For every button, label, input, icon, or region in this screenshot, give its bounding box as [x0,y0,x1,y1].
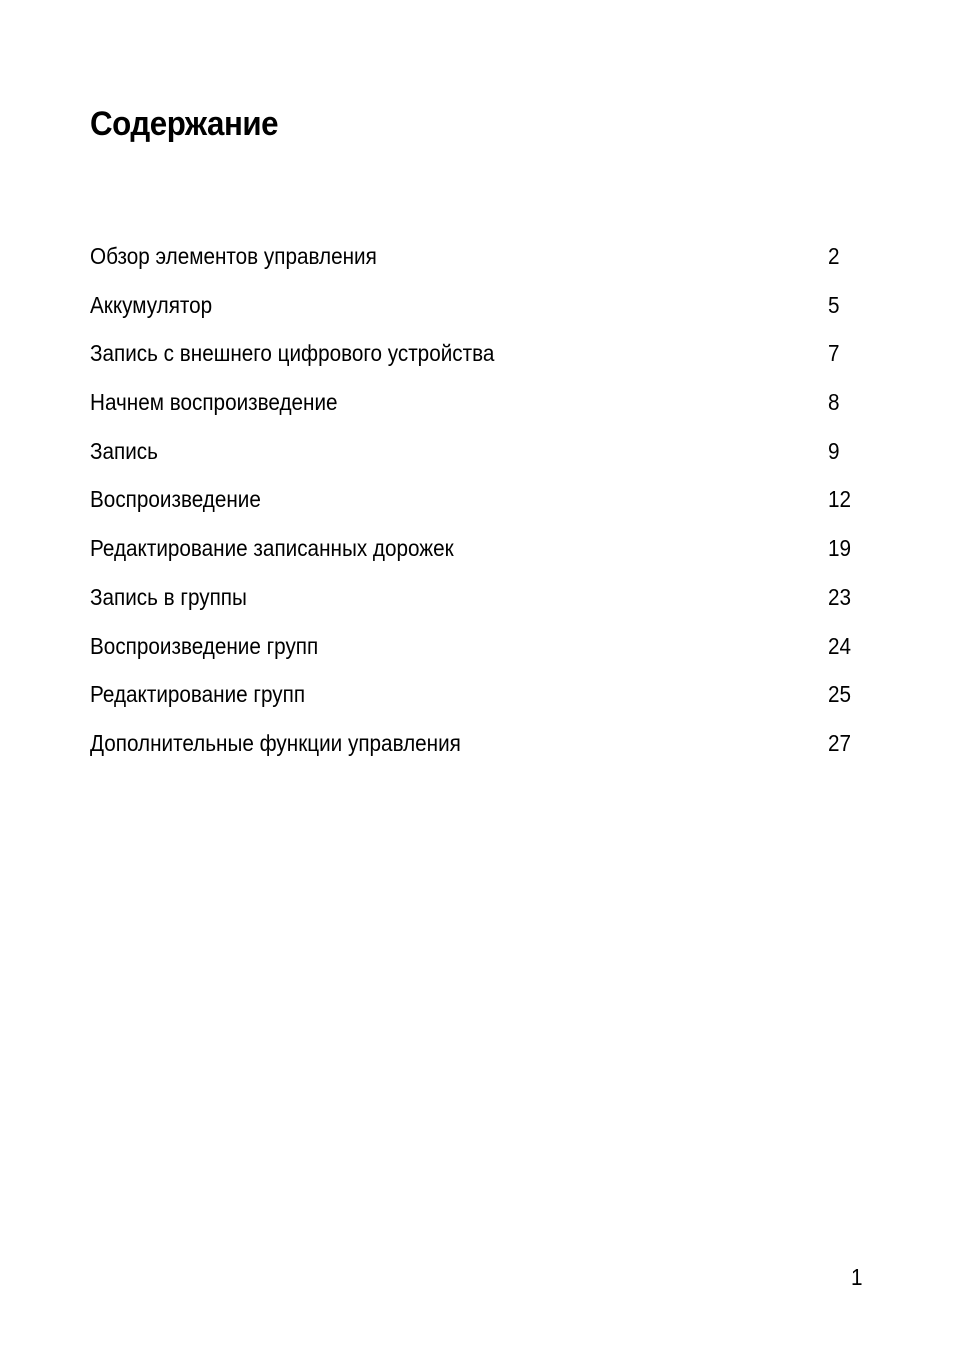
toc-entry-label: Дополнительные функции управления [90,729,461,756]
toc-entry[interactable] [90,628,870,677]
toc-entry[interactable] [90,579,870,628]
toc-entry-label: Аккумулятор [90,291,213,318]
toc-entry[interactable] [90,238,870,287]
toc-entry-label: Воспроизведение групп [90,632,319,659]
toc-entry[interactable] [90,384,870,433]
toc-entry-page: 2 [828,243,840,269]
toc-entry-page: 27 [828,729,852,756]
toc-entry-label: Запись в группы [90,583,247,610]
toc-entry-label: Обзор элементов управления [90,243,377,269]
toc-entry-page: 12 [828,486,852,513]
toc-entry-page: 8 [828,389,840,416]
toc-entry-label: Начнем воспроизведение [90,389,338,416]
toc-entry[interactable] [90,433,870,482]
toc-entry-page: 7 [828,340,840,367]
toc-entry-label: Редактирование групп [90,681,306,708]
toc-entry-label: Воспроизведение [90,486,261,513]
toc-entry-label: Запись [90,437,158,464]
toc-entry-label: Редактирование записанных дорожек [90,535,454,562]
toc-entry[interactable] [90,481,870,530]
page-number: 1 [851,1264,863,1290]
toc-entry[interactable] [90,287,870,336]
toc-entry[interactable] [90,676,870,725]
toc-entry-page: 25 [828,681,852,708]
table-of-contents [90,238,870,774]
toc-entry-page: 19 [828,535,852,562]
toc-entry-page: 24 [828,632,852,659]
page-title: Содержание [90,105,279,143]
toc-entry-label: Запись с внешнего цифрового устройства [90,340,495,367]
toc-entry[interactable] [90,725,870,774]
toc-entry[interactable] [90,530,870,579]
toc-entry-page: 5 [828,291,840,318]
toc-entry[interactable] [90,335,870,384]
toc-entry-page: 9 [828,437,840,464]
toc-entry-page: 23 [828,583,852,610]
